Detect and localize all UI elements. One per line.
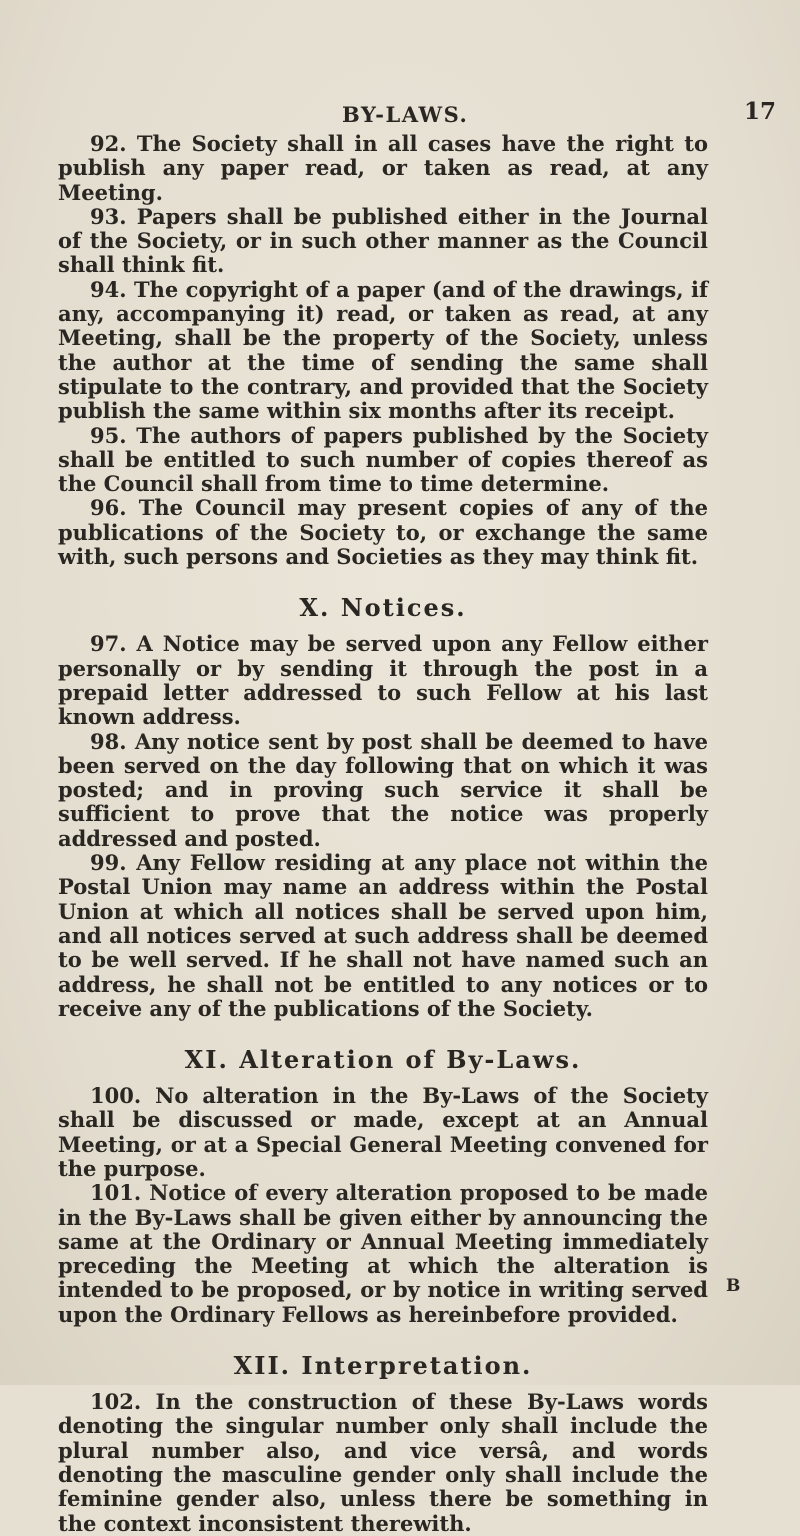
bylaw-102: 102. In the construction of these By-Laws words denoting the singular number only shall include the plural number also, and vice versâ, and words denoting the masculine gender only shall include the feminine gender also, unless there be something in the context inconsistent therewith. (58, 1389, 708, 1536)
bylaw-101: 101. Notice of every alteration proposed to be made in the By-Laws shall be given either by announcing the same at the Ordinary or Annual Meeting immediately preceding the Meeting at which the alteration is intended to be proposed, or by notice in writing served upon the Ordinary Fellows as hereinbefore provided. (58, 1180, 708, 1327)
bylaw-92: 92. The Society shall in all cases have the right to publish any paper read, or taken as read, at any Meeting. (58, 131, 708, 205)
running-title: BY-LAWS. (342, 102, 469, 127)
section-heading-interpretation: XII. Interpretation. (233, 1351, 533, 1381)
bylaw-94: 94. The copyright of a paper (and of the drawings, if any, accompanying it) read, or taken as read, at any Meeting, shall be the property of the Society, unless the author at the time of sending the same shall stipulate to the contrary, and provided that the Society publish the same within six months after its receipt. (58, 276, 708, 424)
section-heading-notices: X. Notices. (299, 593, 467, 623)
bylaw-93: 93. Papers shall be published either in the Journal of the Society, or in such other manner as the Council shall think fit. (58, 203, 708, 278)
page-number: 17 (744, 98, 777, 125)
page-body (58, 132, 708, 1536)
bylaw-96: 96. The Council may present copies of any of the publications of the Society to, or exchange the same with, such persons and Societies as they may think fit. (58, 495, 708, 570)
running-head (0, 98, 800, 132)
bylaw-99: 99. Any Fellow residing at any place not within the Postal Union may name an address within the Postal Union at which all notices shall be served upon him, and all notices served at such address shall be deemed to be well served. If he shall not have named such an address, he shall not be entitled to any notices or to receive any of the publications of the Society. (58, 850, 708, 1021)
bylaw-100: 100. No alteration in the By-Laws of the Society shall be discussed or made, except at an Annual Meeting, or at a Special General Meeting convened for the purpose. (58, 1083, 708, 1181)
bylaw-98: 98. Any notice sent by post shall be deemed to have been served on the day following that on which it was posted; and in proving such service it shall be sufficient to prove that the notice was properly addressed and posted. (58, 728, 708, 851)
bylaw-97: 97. A Notice may be served upon any Fellow either personally or by sending it through the post in a prepaid letter addressed to such Fellow at his last known address. (58, 631, 708, 730)
signature-mark: B (726, 1276, 741, 1296)
section-heading-alteration: XI. Alteration of By-Laws. (184, 1045, 582, 1075)
bylaw-95: 95. The authors of papers published by the Society shall be entitled to such number of copies thereof as the Council shall from time to time determine. (58, 422, 708, 497)
